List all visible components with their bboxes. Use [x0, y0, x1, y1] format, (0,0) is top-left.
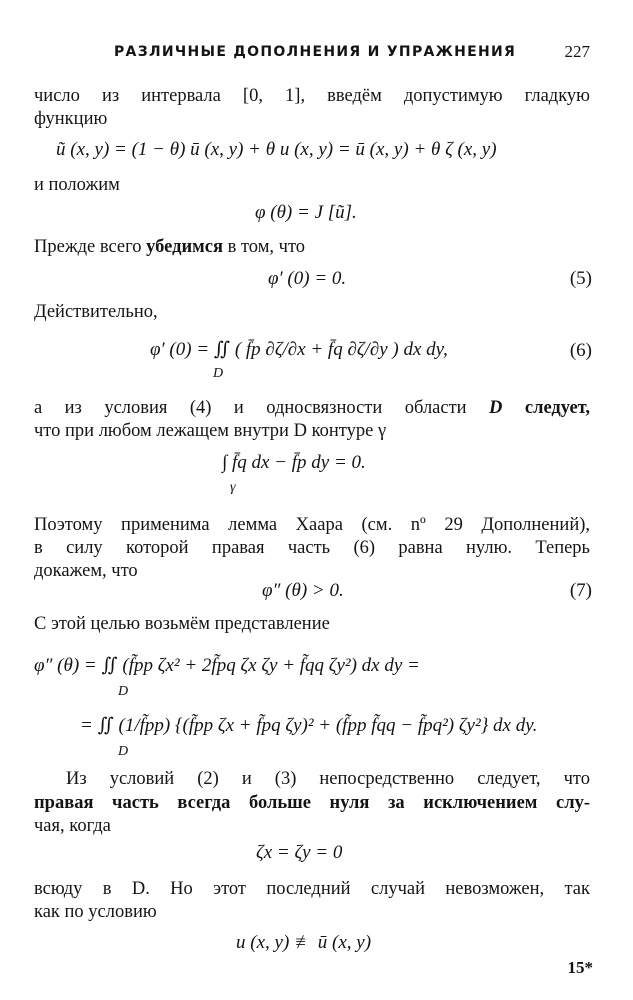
- contour-gamma-subscript: γ: [230, 480, 236, 495]
- formula-phi-double-prime: φ″ (θ) > 0.: [262, 580, 344, 601]
- text-line-11: С этой целью возьмём представление: [34, 614, 330, 634]
- text-line-4-bold: убедимся: [146, 237, 223, 257]
- equation-number-6: (6): [569, 340, 592, 361]
- formula-zeta-zero: ζx = ζy = 0: [256, 842, 343, 863]
- text-line-4-start: Прежде всего: [34, 237, 142, 257]
- formula-phi: φ (θ) = J [ũ].: [255, 202, 357, 223]
- text-line-10: докажем, что: [34, 561, 138, 581]
- integral-domain-d: D: [213, 366, 224, 381]
- formula-u-not-equal: u (x, y) ≢ ū (x, y): [236, 932, 372, 953]
- text-line-1: число из интервала [0, 1], введём допустимую гладкую: [34, 86, 590, 106]
- text-line-6: [34, 398, 590, 419]
- text-line-2: функцию: [34, 109, 108, 129]
- integral-domain-d-3: D: [118, 744, 129, 759]
- text-line-5: Действительно,: [34, 302, 158, 322]
- text-line-3: и положим: [34, 175, 120, 195]
- text-line-6-end: следует,: [524, 398, 591, 418]
- equation-number-5: (5): [569, 268, 592, 289]
- text-line-7: что при любом лежащем внутри D контуре γ: [34, 421, 387, 441]
- page-header: [34, 42, 592, 64]
- text-line-13: правая часть всегда больше нуля за исключением слу-: [34, 793, 590, 813]
- domain-d-bold: D: [489, 398, 503, 418]
- text-line-12: Из условий (2) и (3) непосредственно следует, что: [66, 769, 590, 789]
- running-title: РАЗЛИЧНЫЕ ДОПОЛНЕНИЯ И УПРАЖНЕНИЯ: [114, 44, 517, 60]
- equation-number-7: (7): [569, 580, 592, 601]
- formula-phi-prime-integral: φ′ (0) = ∬ ( f̄p ∂ζ/∂x + f̄q ∂ζ/∂y ) dx dy,: [150, 339, 448, 360]
- text-line-4-end: в том, что: [227, 237, 306, 257]
- formula-contour-integral: ∫ f̄q dx − f̄p dy = 0.: [222, 452, 366, 473]
- text-line-9: в силу которой правая часть (6) равна нулю. Теперь: [34, 538, 590, 558]
- formula-second-variation-2: = ∬ (1/f̃pp) {(f̃pp ζx + f̃pq ζy)² + (f̃pp f̃qq − f̃pq²) ζy²} dx dy.: [80, 715, 538, 736]
- text-line-15: всюду в D. Но этот последний случай невозможен, так: [34, 879, 590, 899]
- signature-mark: 15*: [567, 958, 593, 977]
- page-number: 227: [564, 42, 590, 61]
- formula-second-variation-1: φ″ (θ) = ∬ (f̃pp ζx² + 2f̃pq ζx ζy + f̃qq ζy²) dx dy =: [34, 655, 420, 676]
- text-line-4: [34, 237, 305, 258]
- formula-phi-prime-zero: φ′ (0) = 0.: [268, 268, 347, 289]
- text-line-6-start: а из условия (4) и односвязности области: [34, 398, 467, 418]
- text-line-16: как по условию: [34, 902, 157, 922]
- text-line-8: Поэтому применима лемма Хаара (см. nº 29 Дополнений),: [34, 515, 590, 535]
- formula-u-tilde: ũ (x, y) = (1 − θ) ū (x, y) + θ u (x, y) = ū (x, y) + θ ζ (x, y): [56, 139, 497, 160]
- text-line-14: чая, когда: [34, 816, 111, 836]
- integral-domain-d-2: D: [118, 684, 129, 699]
